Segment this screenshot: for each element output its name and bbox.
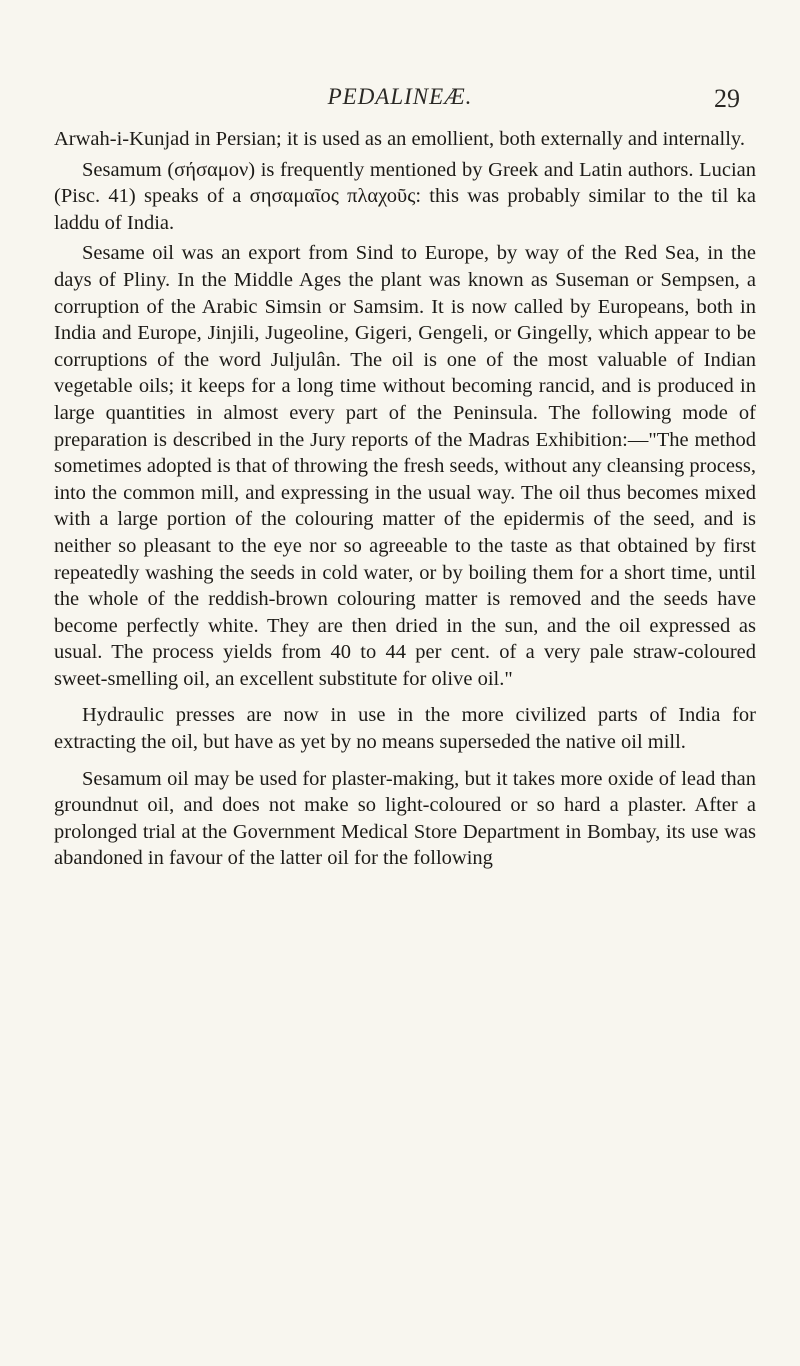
paragraph-hydraulic-presses: Hydraulic presses are now in use in the more civilized parts of India for extracting the oil, but have as yet by no means superseded the native oil mill. bbox=[54, 704, 756, 754]
paragraph-sesamum-greek: Sesamum (σήσαμον) is frequently mentioned by Greek and Latin authors. Lucian (Pisc. 41) speaks of a σησαμαῖος πλαχοῦς: this was probably similar to the til ka laddu of India. bbox=[54, 158, 756, 234]
page-number: 29 bbox=[714, 84, 740, 113]
paragraph-sesame-oil-export: Sesame oil was an export from Sind to Europe, by way of the Red Sea, in the days of Pliny. In the Middle Ages the plant was known as Suseman or Sempsen, a corruption of the Arabic Simsin or Samsim. It is now called by Europeans, both in India and Europe, Jinjili, Jugeoline, Gigeri, Gengeli, or Gingelly, which appear to be corruptions of the word Juljulân. The oil is one of the most valuable of Indian vegetable oils; it keeps for a long time without becoming rancid, and is produced in large quantities in almost every part of the Peninsula. The following mode of preparation is described in the Jury reports of the Madras Exhibition:—"The method sometimes adopted is that of throwing the fresh seeds, without any cleansing process, into the common mill, and expressing in the usual way. The oil thus becomes mixed with a large portion of the colouring matter of the epidermis of the seed, and is neither so pleasant to the eye nor so agreeable to the taste as that obtained by first repeatedly washing the seeds in cold water, or by boiling them for a short time, until the whole of the reddish-brown colouring matter is removed and the seeds have become perfectly white. They are then dried in the sun, and the oil expressed as usual. The process yields from 40 to 44 per cent. of a very pale straw-coloured sweet-smelling oil, an excellent substitute for olive oil." bbox=[54, 242, 756, 690]
page-body bbox=[54, 126, 756, 872]
paragraph-gap bbox=[54, 756, 756, 766]
paragraph-arwah: Arwah-i-Kunjad in Persian; it is used as an emollient, both externally and internally. bbox=[54, 128, 745, 150]
running-title: PEDALINEÆ. bbox=[327, 84, 473, 109]
paragraph-gap bbox=[54, 692, 756, 702]
paragraph-plaster-making: Sesamum oil may be used for plaster-making, but it takes more oxide of lead than groundnut oil, and does not make so light-coloured or so hard a plaster. After a prolonged trial at the Government Medical Store Department in Bombay, its use was abandoned in favour of the latter oil for the following bbox=[54, 767, 756, 870]
